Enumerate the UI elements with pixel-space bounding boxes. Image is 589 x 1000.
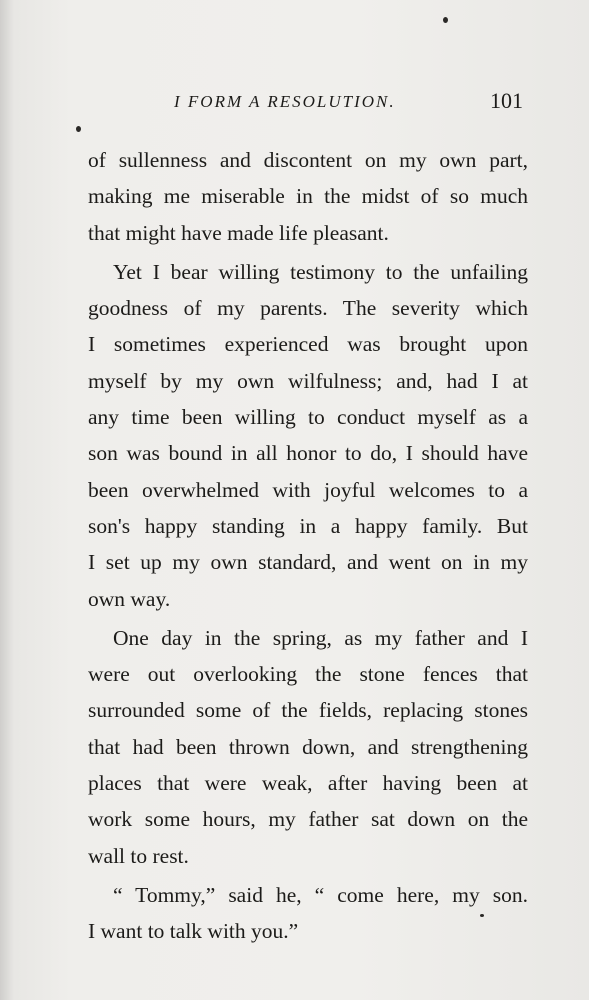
text-line: “ Tommy,” said he, “ come here, my son. xyxy=(113,882,528,907)
text-line: I sometimes experienced was brought upon xyxy=(88,332,528,357)
paragraph xyxy=(88,254,528,617)
ink-speck xyxy=(76,126,81,132)
text-line: Yet I bear willing testimony to the unfailing xyxy=(113,259,528,284)
running-head: I FORM A RESOLUTION. xyxy=(174,92,396,111)
page-header xyxy=(0,88,589,118)
text-line: that had been thrown down, and strengthening xyxy=(88,734,528,759)
text-line: wall to rest. xyxy=(88,843,189,868)
text-line: son was bound in all honor to do, I should have xyxy=(88,441,528,466)
text-line: were out overlooking the stone fences that xyxy=(88,662,528,687)
text-line: goodness of my parents. The severity which xyxy=(88,296,528,321)
text-line: own way. xyxy=(88,586,171,611)
text-line: any time been willing to conduct myself as a xyxy=(88,405,528,430)
ink-speck xyxy=(443,17,448,23)
text-line: making me miserable in the midst of so much xyxy=(88,184,528,209)
body-text xyxy=(88,142,528,950)
text-line: work some hours, my father sat down on the xyxy=(88,807,528,832)
paragraph xyxy=(88,620,528,874)
page-number: 101 xyxy=(490,88,523,113)
page-gutter-shadow xyxy=(0,0,14,1000)
text-line: son's happy standing in a happy family. But xyxy=(88,513,528,538)
text-line: I want to talk with you.” xyxy=(88,919,299,944)
text-line: I set up my own standard, and went on in my xyxy=(88,550,528,575)
text-line: One day in the spring, as my father and I xyxy=(113,625,528,650)
text-line: of sullenness and discontent on my own part, xyxy=(88,148,528,172)
paragraph xyxy=(88,877,528,950)
text-line: myself by my own wilfulness; and, had I at xyxy=(88,368,528,393)
text-line: places that were weak, after having been at xyxy=(88,771,528,796)
paragraph xyxy=(88,142,528,251)
text-line: surrounded some of the fields, replacing stones xyxy=(88,698,528,723)
text-line: that might have made life pleasant. xyxy=(88,220,389,245)
text-line: been overwhelmed with joyful welcomes to a xyxy=(88,477,528,502)
